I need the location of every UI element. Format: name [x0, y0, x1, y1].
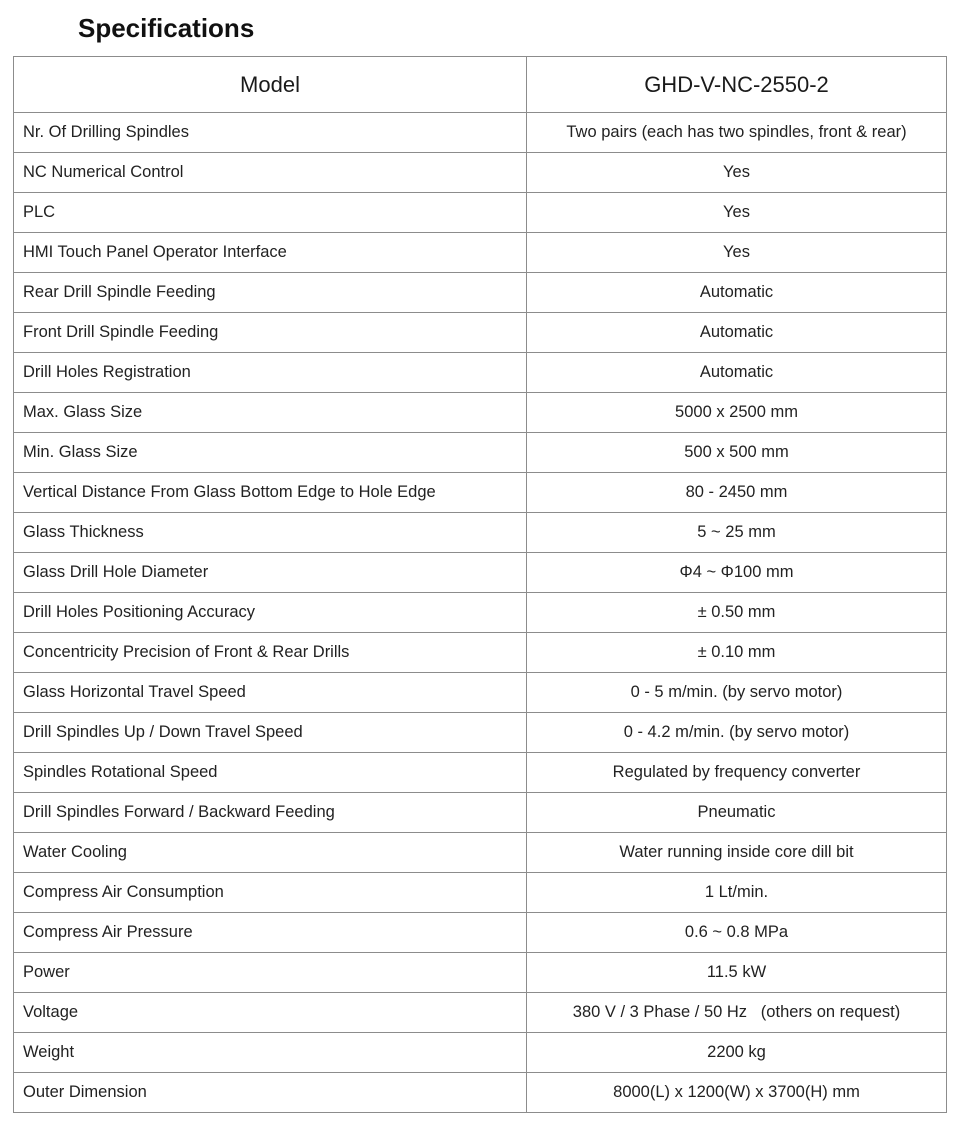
table-row: [14, 833, 947, 873]
spec-value: Automatic: [527, 313, 947, 353]
table-row: [14, 433, 947, 473]
spec-value: Yes: [527, 153, 947, 193]
spec-parameter: Drill Spindles Forward / Backward Feeding: [14, 793, 527, 833]
spec-parameter: NC Numerical Control: [14, 153, 527, 193]
table-row: [14, 313, 947, 353]
spec-parameter: Nr. Of Drilling Spindles: [14, 113, 527, 153]
spec-value: Pneumatic: [527, 793, 947, 833]
table-row: [14, 273, 947, 313]
spec-parameter: Compress Air Pressure: [14, 913, 527, 953]
table-row: [14, 873, 947, 913]
table-row: [14, 193, 947, 233]
spec-value: Regulated by frequency converter: [527, 753, 947, 793]
spec-parameter: Compress Air Consumption: [14, 873, 527, 913]
spec-value: 0 - 4.2 m/min. (by servo motor): [527, 713, 947, 753]
spec-value: 5000 x 2500 mm: [527, 393, 947, 433]
spec-parameter: Vertical Distance From Glass Bottom Edge to Hole Edge: [14, 473, 527, 513]
spec-parameter: Water Cooling: [14, 833, 527, 873]
spec-parameter: Drill Holes Registration: [14, 353, 527, 393]
table-row: [14, 353, 947, 393]
table-row: [14, 393, 947, 433]
table-row: [14, 473, 947, 513]
table-row: [14, 233, 947, 273]
table-header-row: [14, 57, 947, 113]
header-model-value: GHD-V-NC-2550-2: [527, 57, 947, 113]
spec-value: 2200 kg: [527, 1033, 947, 1073]
spec-value: 0.6 ~ 0.8 MPa: [527, 913, 947, 953]
spec-parameter: Glass Drill Hole Diameter: [14, 553, 527, 593]
spec-parameter: Voltage: [14, 993, 527, 1033]
spec-value: Water running inside core dill bit: [527, 833, 947, 873]
spec-parameter: Front Drill Spindle Feeding: [14, 313, 527, 353]
header-model-label: Model: [14, 57, 527, 113]
spec-parameter: Glass Thickness: [14, 513, 527, 553]
spec-parameter: Spindles Rotational Speed: [14, 753, 527, 793]
table-row: [14, 953, 947, 993]
spec-value: ± 0.10 mm: [527, 633, 947, 673]
spec-parameter: Weight: [14, 1033, 527, 1073]
table-row: [14, 593, 947, 633]
spec-parameter: Glass Horizontal Travel Speed: [14, 673, 527, 713]
spec-parameter: PLC: [14, 193, 527, 233]
table-row: [14, 553, 947, 593]
table-body: [14, 113, 947, 1113]
table-row: [14, 793, 947, 833]
table-row: [14, 993, 947, 1033]
spec-value: Automatic: [527, 273, 947, 313]
table-row: [14, 1033, 947, 1073]
spec-value: 1 Lt/min.: [527, 873, 947, 913]
table-row: [14, 153, 947, 193]
spec-parameter: HMI Touch Panel Operator Interface: [14, 233, 527, 273]
spec-parameter: Drill Holes Positioning Accuracy: [14, 593, 527, 633]
spec-value: 0 - 5 m/min. (by servo motor): [527, 673, 947, 713]
spec-value: 80 - 2450 mm: [527, 473, 947, 513]
spec-parameter: Outer Dimension: [14, 1073, 527, 1113]
spec-value: 5 ~ 25 mm: [527, 513, 947, 553]
table-row: [14, 673, 947, 713]
table-row: [14, 913, 947, 953]
table-row: [14, 513, 947, 553]
spec-value: Two pairs (each has two spindles, front & rear): [527, 113, 947, 153]
spec-value: 8000(L) x 1200(W) x 3700(H) mm: [527, 1073, 947, 1113]
spec-parameter: Drill Spindles Up / Down Travel Speed: [14, 713, 527, 753]
spec-parameter: Concentricity Precision of Front & Rear Drills: [14, 633, 527, 673]
spec-value: ± 0.50 mm: [527, 593, 947, 633]
table-row: [14, 753, 947, 793]
spec-value: 11.5 kW: [527, 953, 947, 993]
table-row: [14, 633, 947, 673]
spec-value: Automatic: [527, 353, 947, 393]
spec-parameter: Max. Glass Size: [14, 393, 527, 433]
specifications-table: [13, 56, 947, 1113]
spec-parameter: Min. Glass Size: [14, 433, 527, 473]
table-row: [14, 713, 947, 753]
spec-value: Φ4 ~ Φ100 mm: [527, 553, 947, 593]
spec-value: 500 x 500 mm: [527, 433, 947, 473]
spec-value: Yes: [527, 193, 947, 233]
spec-value: Yes: [527, 233, 947, 273]
spec-parameter: Power: [14, 953, 527, 993]
table-row: [14, 113, 947, 153]
table-row: [14, 1073, 947, 1113]
spec-value: 380 V / 3 Phase / 50 Hz (others on request): [527, 993, 947, 1033]
page-title: Specifications: [78, 13, 255, 43]
spec-parameter: Rear Drill Spindle Feeding: [14, 273, 527, 313]
